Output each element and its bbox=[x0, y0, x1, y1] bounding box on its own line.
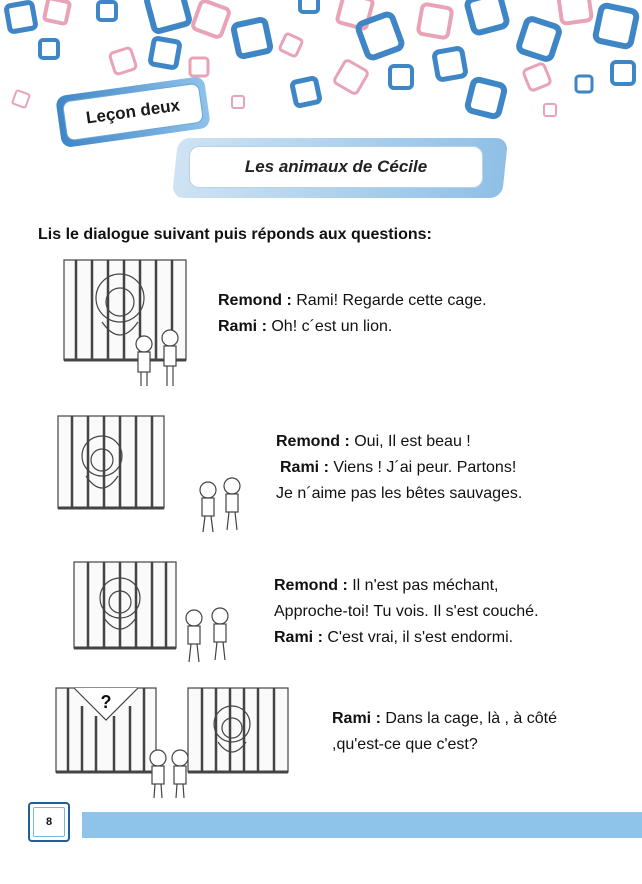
speaker-label: Rami : bbox=[274, 629, 323, 646]
title-banner bbox=[175, 138, 505, 198]
instruction-text: Lis le dialogue suivant puis réponds aux questions: bbox=[38, 226, 432, 243]
lion-cage-illustration-3 bbox=[72, 560, 242, 666]
question-mark-sign: ? bbox=[100, 692, 112, 712]
dialogue-text: ,qu'est-ce que c'est? bbox=[332, 736, 478, 753]
page-number-text: 8 bbox=[45, 816, 53, 828]
speaker-label: Remond : bbox=[276, 433, 350, 450]
dialogue-3-line-1 bbox=[274, 577, 498, 595]
dialogue-4-line-2 bbox=[332, 736, 478, 754]
dialogue-text: C'est vrai, il s'est endormi. bbox=[327, 629, 514, 646]
speaker-label: Remond : bbox=[274, 577, 348, 594]
dialogue-2-line-3 bbox=[276, 485, 522, 503]
footer-bar bbox=[82, 812, 642, 838]
dialogue-text: Oui, Il est beau ! bbox=[354, 433, 471, 450]
page-title: Les animaux de Cécile bbox=[189, 146, 483, 188]
speaker-label: Rami : bbox=[218, 318, 267, 335]
dialogue-text: Dans la cage, là , à côté bbox=[385, 710, 558, 727]
dialogue-4-line-1 bbox=[332, 710, 557, 728]
lion-cage-illustration-2 bbox=[56, 414, 246, 538]
dialogue-text: Il n'est pas méchant, bbox=[352, 577, 499, 594]
lesson-label: Leçon deux bbox=[62, 83, 204, 142]
dialogue-text: Je n´aime pas les bêtes sauvages. bbox=[276, 485, 523, 502]
two-cages-illustration bbox=[54, 686, 294, 802]
dialogue-text: Approche-toi! Tu vois. Il s'est couché. bbox=[274, 603, 539, 620]
dialogue-2-line-2 bbox=[280, 459, 516, 477]
dialogue-text: Rami! Regarde cette cage. bbox=[296, 292, 487, 309]
page-number bbox=[28, 802, 70, 842]
dialogue-3-line-2 bbox=[274, 603, 539, 621]
dialogue-2-line-1 bbox=[276, 433, 471, 451]
dialogue-3-line-3 bbox=[274, 629, 513, 647]
dialogue-text: Oh! c´est un lion. bbox=[271, 318, 393, 335]
speaker-label: Rami : bbox=[280, 459, 329, 476]
speaker-label: Remond : bbox=[218, 292, 292, 309]
dialogue-1-line-1 bbox=[218, 292, 487, 310]
dialogue-1-line-2 bbox=[218, 318, 392, 336]
lion-cage-illustration-1 bbox=[62, 258, 192, 390]
dialogue-text: Viens ! J´ai peur. Partons! bbox=[333, 459, 517, 476]
speaker-label: Rami : bbox=[332, 710, 381, 727]
